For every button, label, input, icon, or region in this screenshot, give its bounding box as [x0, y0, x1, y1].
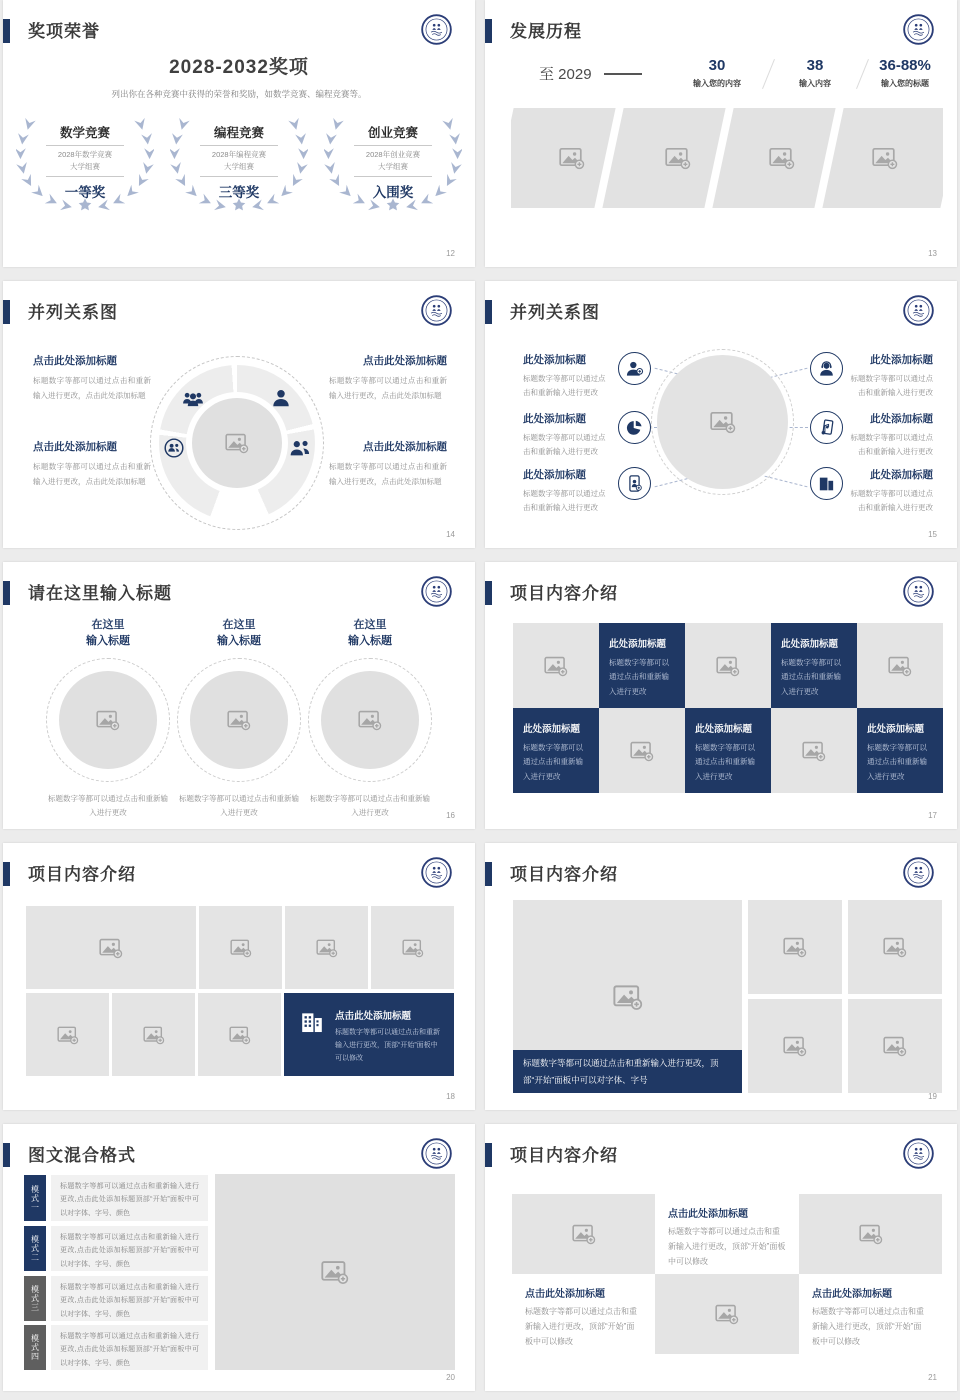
laurel-wreath-icon — [170, 114, 308, 218]
slide-header: 项目内容介绍 — [510, 1146, 618, 1165]
stat-label: 输入内容 — [799, 79, 831, 88]
page-number: 15 — [928, 530, 937, 539]
block-title: 点击此处添加标题 — [33, 441, 117, 453]
image-placeholder-icon — [710, 410, 736, 434]
image-placeholder — [857, 623, 943, 708]
circle-image — [46, 658, 170, 782]
list-item — [24, 1325, 208, 1370]
box-title: 此处添加标题 — [523, 724, 581, 735]
image-placeholder — [26, 906, 196, 989]
award-name: 创业竞赛 — [367, 126, 418, 140]
caption-bar: 标题数字等都可以通过点击和重新输入进行更改，顶部“开始”面板中可以对字体、字号 — [513, 1050, 742, 1093]
text-block — [329, 439, 447, 489]
image-placeholder-icon — [715, 1303, 739, 1325]
slide-header: 项目内容介绍 — [28, 865, 136, 884]
circle-image — [308, 658, 432, 782]
block-title: 此处添加标题 — [870, 413, 933, 425]
image-placeholder-icon — [402, 938, 424, 958]
column — [307, 618, 433, 820]
column-title: 在这里 输入标题 — [217, 619, 261, 647]
image-placeholder — [748, 900, 842, 994]
gallery-row — [26, 906, 454, 989]
mode-body: 标题数字等都可以通过点击和重新输入进行更改,点击此处添加标题顶部“开始”面板中可以对字体、字号、颜色 — [51, 1175, 208, 1221]
header-accent-bar — [3, 581, 10, 605]
image-placeholder-icon — [883, 1035, 907, 1057]
slide-header: 发展历程 — [510, 22, 582, 41]
header-accent-bar — [485, 862, 492, 886]
stat-label: 输入您的内容 — [693, 79, 741, 88]
text-block — [33, 353, 151, 403]
block-title: 此处添加标题 — [870, 354, 933, 366]
image-placeholder-icon — [859, 1223, 883, 1245]
award-detail: 2028年数学竞赛 — [57, 150, 113, 159]
header-accent-bar — [3, 300, 10, 324]
text-block — [523, 352, 611, 401]
image-placeholder-icon — [358, 709, 382, 731]
slide-text-checker — [485, 1124, 957, 1391]
block-title: 此处添加标题 — [523, 413, 586, 425]
person-icon — [270, 387, 292, 409]
circle-image — [177, 658, 301, 782]
university-logo-icon — [421, 295, 452, 326]
mode-body: 标题数字等都可以通过点击和重新输入进行更改,点击此处添加标题顶部“开始”面板中可以对字体、字号、颜色 — [51, 1325, 208, 1370]
slide-header: 奖项荣誉 — [28, 22, 100, 41]
column-caption: 标题数字等都可以通过点击和重新输入进行更改 — [179, 793, 299, 817]
image-placeholder — [26, 993, 109, 1076]
thumb-grid — [748, 900, 942, 1093]
text-box — [857, 708, 943, 793]
stat-label: 输入您的标题 — [881, 79, 929, 88]
text-box — [771, 623, 857, 708]
block-body: 标题数字等都可以通过点击和重新输入进行更改 — [523, 433, 606, 457]
box-body: 标题数字等都可以通过点击和重新输入进行更改 — [695, 743, 755, 781]
text-box — [655, 1194, 799, 1274]
box-title: 点击此处添加标题 — [812, 1289, 892, 1300]
block-body: 标题数字等都可以通过点击和重新输入进行更改 — [850, 374, 933, 398]
people-ring-icon — [163, 437, 185, 459]
slide-three-circles — [3, 562, 475, 829]
laurel-wreath-icon — [16, 114, 154, 218]
image-placeholder-icon — [143, 1025, 165, 1045]
image-placeholder — [602, 108, 725, 208]
slide-list-modes — [3, 1124, 475, 1391]
box-body: 标题数字等都可以通过点击和重新输入进行更改，顶部“开始”面板中可以修改 — [668, 1227, 786, 1266]
image-placeholder — [848, 900, 942, 994]
text-block — [845, 411, 933, 460]
award-detail: 2028年编程竞赛 — [211, 150, 267, 159]
image-placeholder-icon — [572, 1223, 596, 1245]
slide-parallel-fan — [3, 281, 475, 548]
header-accent-bar — [3, 1143, 10, 1167]
award-prize: 入围奖 — [372, 185, 414, 201]
image-placeholder-icon — [883, 936, 907, 958]
header-accent-bar — [485, 19, 492, 43]
image-placeholder-icon — [665, 145, 691, 171]
columns-row — [45, 618, 433, 820]
list-item — [24, 1175, 208, 1221]
image-placeholder-icon — [57, 1025, 79, 1045]
stat-block — [859, 57, 951, 89]
feature-body: 标题数字等都可以通过点击和重新输入进行更改，顶部“开始”面板中可以修改 — [335, 1029, 440, 1062]
image-placeholder — [59, 671, 157, 769]
column-title: 在这里 输入标题 — [348, 619, 392, 647]
award-detail: 大学组赛 — [70, 161, 100, 171]
slide-header: 并列关系图 — [510, 303, 600, 322]
block-title: 点击此处添加标题 — [363, 355, 447, 367]
award-name: 编程竞赛 — [213, 126, 264, 140]
block-title: 点击此处添加标题 — [33, 355, 117, 367]
block-body: 标题数字等都可以通过点击和重新输入进行更改 — [850, 433, 933, 457]
feature-box — [284, 993, 454, 1076]
image-placeholder-icon — [99, 937, 123, 959]
award-badge — [324, 114, 462, 228]
center-image — [657, 355, 788, 489]
slide-header: 图文混合格式 — [28, 1146, 136, 1165]
image-placeholder-icon — [96, 709, 120, 731]
separator-slash — [762, 59, 775, 89]
awards-subtitle: 列出你在各种竞赛中获得的荣誉和奖励，如数学竞赛、编程竞赛等。 — [111, 89, 367, 99]
text-box — [685, 708, 771, 793]
university-logo-icon — [421, 857, 452, 888]
image-placeholder-icon — [229, 1025, 251, 1045]
mode-body: 标题数字等都可以通过点击和重新输入进行更改,点击此处添加标题顶部“开始”面板中可以对字体、字号、颜色 — [51, 1226, 208, 1271]
image-placeholder — [371, 906, 454, 989]
support-agent-icon — [810, 352, 843, 385]
image-placeholder — [285, 906, 368, 989]
award-name: 数学竞赛 — [59, 126, 110, 140]
university-logo-icon — [421, 576, 452, 607]
column-title: 在这里 输入标题 — [86, 619, 130, 647]
image-placeholder-icon — [783, 1035, 807, 1057]
block-body: 标题数字等都可以通过点击和重新输入进行更改 — [523, 374, 606, 398]
column-caption: 标题数字等都可以通过点击和重新输入进行更改 — [48, 793, 168, 817]
page-number: 20 — [446, 1373, 455, 1382]
slide-parallel-spokes — [485, 281, 957, 548]
page-number: 21 — [928, 1373, 937, 1382]
image-placeholder — [199, 906, 282, 989]
header-accent-bar — [3, 19, 10, 43]
stat-block — [775, 57, 855, 89]
header-accent-bar — [485, 300, 492, 324]
image-placeholder — [190, 671, 288, 769]
block-title: 点击此处添加标题 — [363, 441, 447, 453]
list-item — [24, 1276, 208, 1321]
feature-title: 点击此处添加标题 — [335, 1011, 412, 1022]
award-badge — [170, 114, 308, 228]
university-logo-icon — [903, 1138, 934, 1169]
box-title: 此处添加标题 — [609, 639, 667, 650]
mode-tab: 模式三 — [24, 1276, 46, 1321]
text-box — [799, 1274, 942, 1354]
block-body: 标题数字等都可以通过点击和重新输入进行更改，点击此处添加标题 — [33, 376, 151, 400]
box-title: 点击此处添加标题 — [668, 1209, 748, 1220]
column — [176, 618, 302, 820]
image-placeholder-icon — [872, 145, 898, 171]
image-placeholder — [198, 993, 281, 1076]
block-body: 标题数字等都可以通过点击和重新输入进行更改 — [523, 489, 606, 513]
slide-header: 项目内容介绍 — [510, 584, 618, 603]
text-box — [512, 1274, 655, 1354]
box-title: 点击此处添加标题 — [525, 1289, 605, 1300]
award-prize: 三等奖 — [218, 185, 260, 201]
stat-value: 38 — [806, 57, 824, 74]
image-placeholder-icon — [316, 938, 338, 958]
slide-header: 项目内容介绍 — [510, 865, 618, 884]
page-number: 12 — [446, 249, 455, 258]
text-block — [845, 352, 933, 401]
box-body: 标题数字等都可以通过点击和重新输入进行更改 — [609, 658, 669, 696]
text-block — [845, 467, 933, 516]
block-title: 此处添加标题 — [523, 469, 586, 481]
image-placeholder — [771, 708, 857, 793]
team-group-icon — [182, 387, 204, 409]
block-body: 标题数字等都可以通过点击和重新输入进行更改 — [850, 489, 933, 513]
box-body: 标题数字等都可以通过点击和重新输入进行更改 — [781, 658, 841, 696]
image-placeholder — [685, 623, 771, 708]
stat-block — [677, 57, 757, 89]
page-number: 19 — [928, 1092, 937, 1101]
checker-grid — [512, 1194, 942, 1354]
image-placeholder-icon — [559, 145, 585, 171]
page-number: 17 — [928, 811, 937, 820]
university-logo-icon — [903, 295, 934, 326]
building-icon — [298, 1008, 326, 1036]
image-placeholder-icon — [783, 936, 807, 958]
image-placeholder — [192, 398, 282, 488]
box-title: 此处添加标题 — [781, 639, 839, 650]
university-logo-icon — [421, 1138, 452, 1169]
mode-tab: 模式二 — [24, 1226, 46, 1271]
slide-checkerboard — [485, 562, 957, 829]
page-number: 16 — [446, 811, 455, 820]
image-placeholder — [657, 355, 788, 489]
people-pair-icon — [289, 437, 311, 459]
image-placeholder — [215, 1174, 455, 1370]
slide-timeline — [485, 0, 957, 267]
university-logo-icon — [903, 576, 934, 607]
image-placeholder — [321, 671, 419, 769]
slide-big-image — [485, 843, 957, 1110]
phone-music-icon — [810, 411, 843, 444]
image-placeholder-icon — [769, 145, 795, 171]
checker-grid — [513, 623, 943, 793]
block-body: 标题数字等都可以通过点击和重新输入进行更改，点击此处添加标题 — [329, 462, 447, 486]
column — [45, 618, 171, 820]
text-box — [599, 623, 685, 708]
box-body: 标题数字等都可以通过点击和重新输入进行更改，顶部“开始”面板中可以修改 — [812, 1307, 924, 1346]
box-title: 此处添加标题 — [867, 724, 925, 735]
image-placeholder-icon — [544, 655, 568, 677]
university-logo-icon — [903, 14, 934, 45]
stat-value: 30 — [708, 57, 726, 74]
image-placeholder — [655, 1274, 799, 1354]
phone-contact-icon — [618, 467, 651, 500]
image-placeholder-icon — [802, 740, 826, 762]
person-add-icon — [618, 352, 651, 385]
list-item — [24, 1226, 208, 1271]
block-body: 标题数字等都可以通过点击和重新输入进行更改，点击此处添加标题 — [33, 462, 151, 486]
mode-body: 标题数字等都可以通过点击和重新输入进行更改,点击此处添加标题顶部“开始”面板中可以对字体、字号、颜色 — [51, 1276, 208, 1321]
pie-chart-icon — [618, 411, 651, 444]
box-body: 标题数字等都可以通过点击和重新输入进行更改 — [523, 743, 583, 781]
gallery-row — [26, 993, 454, 1076]
stat-value: 36-88% — [879, 57, 931, 74]
block-title: 此处添加标题 — [870, 469, 933, 481]
image-placeholder-icon — [613, 983, 643, 1011]
award-detail: 2028年创业竞赛 — [365, 150, 421, 159]
slide-header: 并列关系图 — [28, 303, 118, 322]
slide-header: 请在这里输入标题 — [28, 584, 172, 603]
university-logo-icon — [421, 14, 452, 45]
image-placeholder-icon — [888, 655, 912, 677]
slide-awards — [3, 0, 475, 267]
image-placeholder — [513, 623, 599, 708]
award-badge — [16, 114, 154, 228]
text-block — [33, 439, 151, 489]
text-block — [523, 467, 611, 516]
dash-line — [604, 73, 642, 75]
image-placeholder — [799, 1194, 942, 1274]
awards-title: 2028-2032奖项 — [169, 57, 309, 78]
image-strip — [511, 108, 943, 208]
image-placeholder — [512, 1194, 655, 1274]
image-placeholder — [112, 993, 195, 1076]
header-accent-bar — [3, 862, 10, 886]
building-icon — [810, 467, 843, 500]
image-placeholder-icon — [321, 1259, 349, 1285]
text-box — [513, 708, 599, 793]
university-logo-icon — [903, 857, 934, 888]
image-placeholder — [748, 999, 842, 1093]
slide-gallery — [3, 843, 475, 1110]
box-body: 标题数字等都可以通过点击和重新输入进行更改 — [867, 743, 927, 781]
box-body: 标题数字等都可以通过点击和重新输入进行更改，顶部“开始”面板中可以修改 — [525, 1307, 637, 1346]
page-number: 18 — [446, 1092, 455, 1101]
image-placeholder — [848, 999, 942, 1093]
text-block — [523, 411, 611, 460]
award-prize: 一等奖 — [64, 185, 106, 201]
text-block — [329, 353, 447, 403]
block-title: 此处添加标题 — [523, 354, 586, 366]
laurel-wreath-icon — [324, 114, 462, 218]
image-placeholder-icon — [716, 655, 740, 677]
radial-fan-diagram — [155, 361, 319, 525]
year-label: 至 2029 — [539, 63, 642, 84]
image-placeholder-icon — [227, 709, 251, 731]
awards-row — [3, 114, 475, 228]
box-title: 此处添加标题 — [695, 724, 753, 735]
award-detail: 大学组赛 — [378, 161, 408, 171]
image-placeholder — [599, 708, 685, 793]
image-placeholder-icon — [630, 740, 654, 762]
image-placeholder-icon — [225, 432, 249, 454]
block-body: 标题数字等都可以通过点击和重新输入进行更改，点击此处添加标题 — [329, 376, 447, 400]
header-accent-bar — [485, 581, 492, 605]
page-number: 14 — [446, 530, 455, 539]
image-placeholder-icon — [230, 938, 252, 958]
column-caption: 标题数字等都可以通过点击和重新输入进行更改 — [310, 793, 430, 817]
header-accent-bar — [485, 1143, 492, 1167]
mode-tab: 模式一 — [24, 1175, 46, 1221]
mode-tab: 模式四 — [24, 1325, 46, 1370]
page-number: 13 — [928, 249, 937, 258]
award-detail: 大学组赛 — [224, 161, 254, 171]
